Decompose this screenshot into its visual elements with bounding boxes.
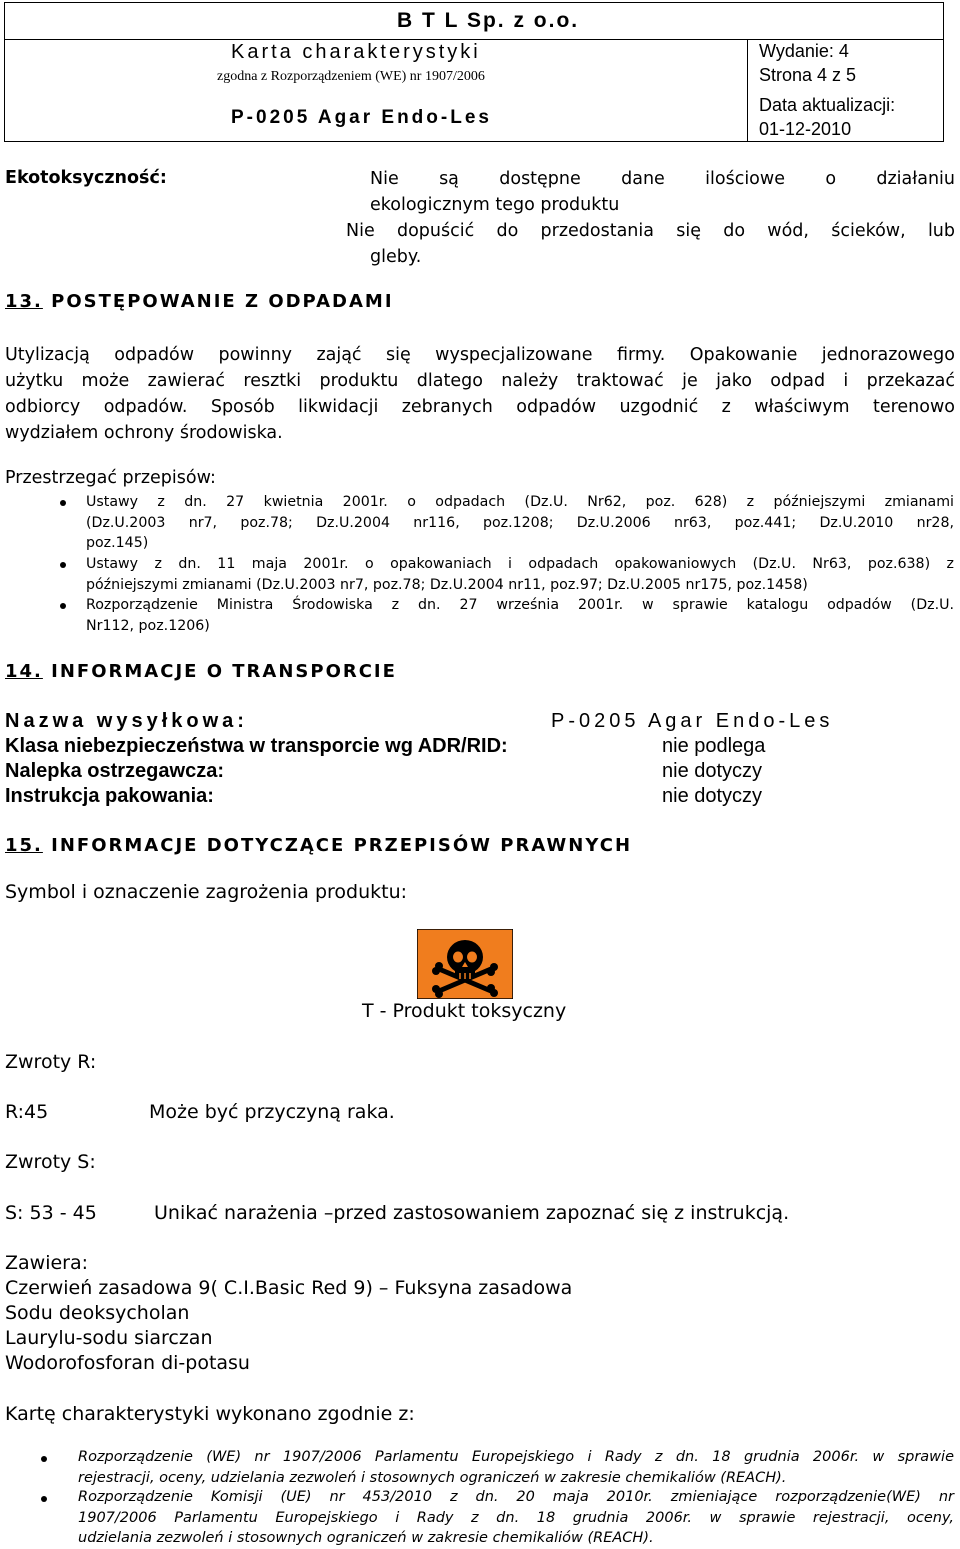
shipping-name-value: P-0205 Agar Endo-Les [551, 710, 834, 732]
document-subtitle: zgodna z Rozporządzeniem (WE) nr 1907/2006 [217, 69, 485, 84]
s-phrases-label: Zwroty S: [5, 1151, 96, 1173]
s-phrase-text: Unikać narażenia –przed zastosowaniem zapoznać się z instrukcją. [154, 1202, 790, 1224]
section-number: 15. [5, 835, 43, 856]
rules-label: Przestrzegać przepisów: [5, 468, 216, 488]
section-title: INFORMACJE O TRANSPORCIE [51, 661, 397, 682]
bullet-point [60, 500, 66, 506]
warning-label-label: Nalepka ostrzegawcza: [5, 760, 224, 782]
ingredient-item: Laurylu-sodu siarczan [5, 1327, 213, 1349]
paragraph-line: Utylizacją odpadów powinny zająć się wyspecjalizowane firmy. Opakowanie jednorazowego [5, 345, 955, 365]
bullet-point [41, 1456, 47, 1462]
page-number: Strona 4 z 5 [759, 65, 857, 85]
compliance-line: Rozporządzenie (WE) nr 1907/2006 Parlamentu Europejskiego i Rady z dn. 18 grudnia 2006r. w sprawie [78, 1449, 954, 1465]
r-phrase-text: Może być przyczyną raka. [149, 1101, 395, 1123]
header-divider-vertical [747, 39, 748, 141]
regulation-line: późniejszymi zmianami (Dz.U.2003 nr7, poz.78; Dz.U.2004 nr11, poz.97; Dz.U.2005 nr175, poz.1458) [86, 576, 808, 593]
hazard-class-label: Klasa niebezpieczeństwa w transporcie wg ADR/RID: [5, 735, 508, 757]
hazard-description: T - Produkt toksyczny [362, 1000, 567, 1022]
section-title: INFORMACJE DOTYCZĄCE PRZEPISÓW PRAWNYCH [51, 835, 633, 856]
r-phrase-code: R:45 [5, 1101, 49, 1123]
regulation-item [86, 595, 954, 636]
regulation-item [86, 554, 954, 595]
bullet-point [41, 1496, 47, 1502]
regulation-line: Rozporządzenie Ministra Środowiska z dn. 27 września 2001r. w sprawie katalogu odpadów (Dz.U. [86, 597, 954, 613]
ecotoxicity-line: Nie dopuścić do przedostania się do wód, ścieków, lub [346, 221, 955, 241]
header-divider [5, 39, 943, 40]
company-name: B T L Sp. z o.o. [397, 9, 580, 32]
ecotoxicity-label: Ekotoksyczność: [5, 168, 167, 188]
bullet-point [60, 562, 66, 568]
shipping-name-label: Nazwa wysyłkowa: [5, 710, 248, 732]
ecotoxicity-text [346, 166, 955, 270]
update-label: Data aktualizacji: [759, 95, 896, 115]
hazard-symbol-label: Symbol i oznaczenie zagrożenia produktu: [5, 881, 408, 903]
ecotoxicity-line: ekologicznym tego produktu [370, 195, 620, 215]
compliance-line: udzielania zezwoleń i stosownych ograniczeń w zakresie chemikaliów (REACH). [78, 1530, 654, 1546]
compliance-item [78, 1487, 954, 1549]
regulation-line: (Dz.U.2003 nr7, poz.78; Dz.U.2004 nr116, poz.1208; Dz.U.2006 nr63, poz.441; Dz.U.2010 nr28, [86, 514, 954, 531]
compliance-line: rejestracji, oceny, udzielania zezwoleń i stosownych ograniczeń w zakresie chemikaliów (REACH). [78, 1469, 787, 1486]
document-header [4, 2, 944, 142]
compliance-label: Kartę charakterystyki wykonano zgodnie z: [5, 1403, 415, 1425]
edition-number: Wydanie: 4 [759, 41, 849, 61]
regulation-line: Ustawy z dn. 27 kwietnia 2001r. o odpadach (Dz.U. Nr62, poz. 628) z późniejszymi zmianami [86, 494, 954, 510]
ingredient-item: Wodorofosforan di-potasu [5, 1352, 250, 1374]
section-number: 14. [5, 661, 43, 682]
regulation-item [86, 492, 954, 554]
hazard-class-value: nie podlega [662, 735, 766, 757]
document-title: Karta charakterystyki [231, 41, 481, 63]
paragraph-line: użytku może zawierać resztki produktu dlatego należy traktować je jako odpad i przekazać [5, 371, 955, 391]
ecotoxicity-line: gleby. [370, 247, 422, 267]
compliance-line: Rozporządzenie Komisji (UE) nr 453/2010 z dn. 20 maja 2010r. zmieniające rozporządzenie(WE) nr [78, 1489, 954, 1505]
section-13-heading [5, 291, 394, 312]
compliance-item [78, 1447, 954, 1488]
section-14-heading [5, 661, 397, 682]
packing-instruction-value: nie dotyczy [662, 785, 763, 807]
ingredient-item: Sodu deoksycholan [5, 1302, 190, 1324]
bullet-point [60, 603, 66, 609]
warning-label-value: nie dotyczy [662, 760, 763, 782]
section-number: 13. [5, 291, 43, 312]
section-title: POSTĘPOWANIE Z ODPADAMI [51, 291, 394, 312]
product-name: P-0205 Agar Endo-Les [231, 107, 492, 128]
regulation-line: Ustawy z dn. 11 maja 2001r. o opakowaniach i odpadach opakowaniowych (Dz.U. Nr63, poz.638) z [86, 556, 954, 572]
paragraph-line: wydziałem ochrony środowiska. [5, 423, 283, 443]
ingredient-item: Czerwień zasadowa 9( C.I.Basic Red 9) – Fuksyna zasadowa [5, 1277, 573, 1299]
regulation-line: poz.145) [86, 535, 149, 551]
section-15-heading [5, 835, 632, 856]
compliance-line: 1907/2006 Parlamentu Europejskiego i Rady z dn. 18 grudnia 2006r. w sprawie rejestracji, oceny, [78, 1509, 954, 1526]
packing-instruction-label: Instrukcja pakowania: [5, 785, 214, 807]
update-date: 01-12-2010 [759, 119, 852, 139]
ecotoxicity-line: Nie są dostępne dane ilościowe o działaniu [370, 169, 955, 189]
regulation-line: Nr112, poz.1206) [86, 617, 210, 634]
r-phrases-label: Zwroty R: [5, 1051, 97, 1073]
s-phrase-code: S: 53 - 45 [5, 1202, 97, 1224]
skull-crossbones-icon [417, 929, 513, 999]
contains-label: Zawiera: [5, 1252, 89, 1274]
waste-paragraph [5, 342, 955, 446]
paragraph-line: odbiorcy odpadów. Sposób likwidacji zebranych odpadów uzgodnić z właściwym terenowo [5, 397, 955, 417]
